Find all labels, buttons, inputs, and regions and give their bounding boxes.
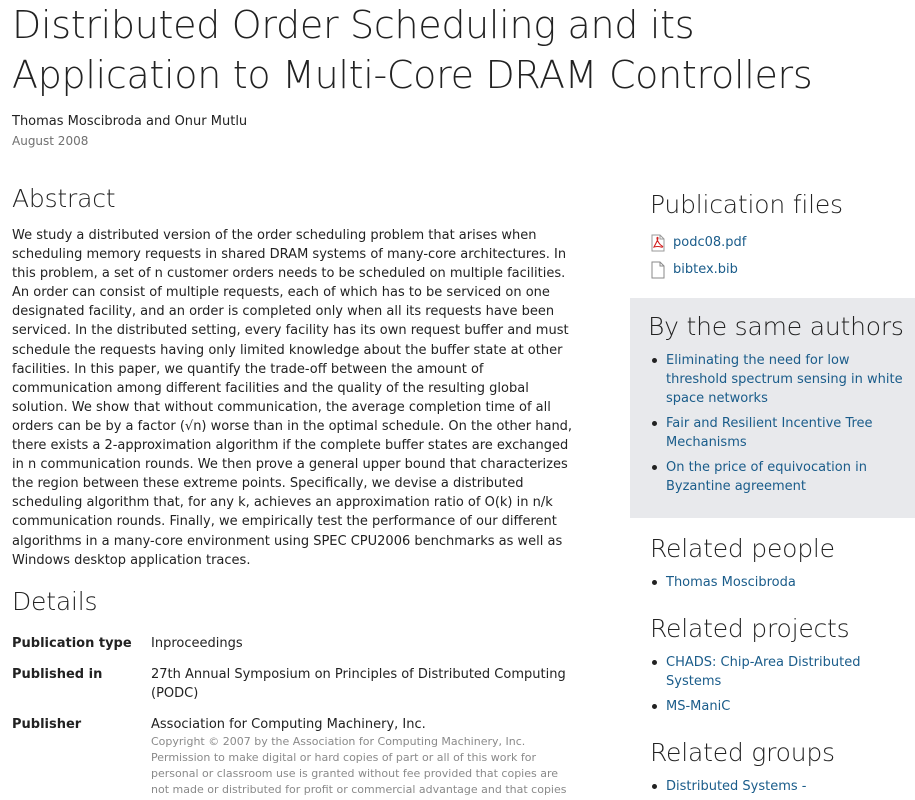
- same-author-link[interactable]: Fair and Resilient Incentive Tree Mechanisms: [666, 416, 873, 450]
- detail-label: Publication type: [12, 636, 132, 651]
- related-project-link[interactable]: MS-ManiC: [666, 699, 731, 714]
- publication-date: August 2008: [12, 134, 89, 148]
- list-item: [650, 697, 915, 716]
- details-table: [12, 634, 578, 800]
- file-item-pdf[interactable]: [630, 229, 915, 256]
- same-authors-heading: By the same authors: [648, 312, 904, 341]
- related-groups-heading: Related groups: [650, 738, 835, 767]
- copyright-notice: Copyright © 2007 by the Association for Computing Machinery, Inc. Permission to make digital or hard copies of part or all of this work for personal or classroom use is granted without fee provided that copies are not made or distributed for profit or commercial advantage and that copies: [151, 735, 567, 796]
- details-heading: Details: [12, 587, 98, 616]
- detail-label: Publisher: [12, 717, 82, 732]
- list-item: [650, 777, 915, 796]
- authors: Thomas Moscibroda and Onur Mutlu: [12, 114, 248, 129]
- publisher-name: Association for Computing Machinery, Inc.: [151, 717, 426, 732]
- related-groups-section: [630, 738, 915, 800]
- related-groups-list: [630, 777, 915, 796]
- detail-value: Inproceedings: [151, 636, 243, 651]
- related-projects-heading: Related projects: [650, 614, 850, 643]
- detail-value: [151, 715, 578, 798]
- file-link-pdf[interactable]: podc08.pdf: [673, 235, 747, 250]
- abstract-text: We study a distributed version of the order scheduling problem that arises when scheduling memory requests in shared DRAM systems of many-core architectures. In this problem, a set of n customer orders needs to be scheduled on multiple facilities. An order can consist of multiple requests, each of which has to be serviced on one designated facility, and an order is completed only when all its requests have been serviced. In the distributed setting, every facility has its own request buffer and must schedule the requests having only limited knowledge about the buffer state at other facilities. In this paper, we quantify the trade-off between the amount of communication among different facilities and the quality of the resulting global solution. We show that without communication, the average completion time of all orders can be by a factor (√n) worse than in the optimal schedule. On the other hand, there exists a 2-approximation algorithm if the complete buffer states are exchanged in n communication rounds. We then prove a general upper bound that characterizes the region between these extreme points. Specifically, we devise a distributed scheduling algorithm that, for any k, achieves an approximation ratio of O(k) in n/k communication rounds. Finally, we empirically test the performance of our different algorithms in a many-core environment using SPEC CPU2006 benchmarks as well as Windows desktop application traces.: [12, 228, 573, 568]
- related-projects-section: [630, 614, 915, 722]
- list-item: [650, 458, 915, 496]
- same-authors-list: [630, 351, 915, 496]
- related-people-list: [630, 573, 915, 592]
- list-item: [650, 573, 915, 592]
- related-group-link[interactable]: Distributed Systems -: [666, 779, 807, 794]
- text-file-icon: [650, 261, 666, 279]
- file-item-bib[interactable]: [630, 256, 915, 283]
- list-item: [650, 653, 915, 691]
- pdf-file-icon: [650, 234, 666, 252]
- page-title: Distributed Order Scheduling and its Application to Multi-Core DRAM Controllers: [12, 3, 813, 97]
- abstract-heading: Abstract: [12, 184, 116, 213]
- same-author-link[interactable]: On the price of equivocation in Byzantine agreement: [666, 460, 867, 494]
- related-projects-list: [630, 653, 915, 716]
- related-people-heading: Related people: [650, 534, 835, 563]
- detail-label: Published in: [12, 667, 103, 682]
- detail-value: 27th Annual Symposium on Principles of Distributed Computing (PODC): [151, 667, 566, 701]
- detail-row-publication-type: [12, 634, 578, 653]
- publication-files-section: [630, 190, 915, 283]
- detail-row-publisher: [12, 715, 578, 798]
- same-author-link[interactable]: Eliminating the need for low threshold spectrum sensing in white space networks: [666, 353, 903, 406]
- detail-row-published-in: [12, 665, 578, 703]
- file-link-bib[interactable]: bibtex.bib: [673, 262, 738, 277]
- list-item: [650, 351, 915, 408]
- related-people-section: [630, 534, 915, 598]
- related-project-link[interactable]: CHADS: Chip-Area Distributed Systems: [666, 655, 861, 689]
- list-item: [650, 414, 915, 452]
- publication-files-heading: Publication files: [650, 190, 843, 219]
- same-authors-section: [630, 298, 915, 518]
- related-person-link[interactable]: Thomas Moscibroda: [666, 575, 796, 590]
